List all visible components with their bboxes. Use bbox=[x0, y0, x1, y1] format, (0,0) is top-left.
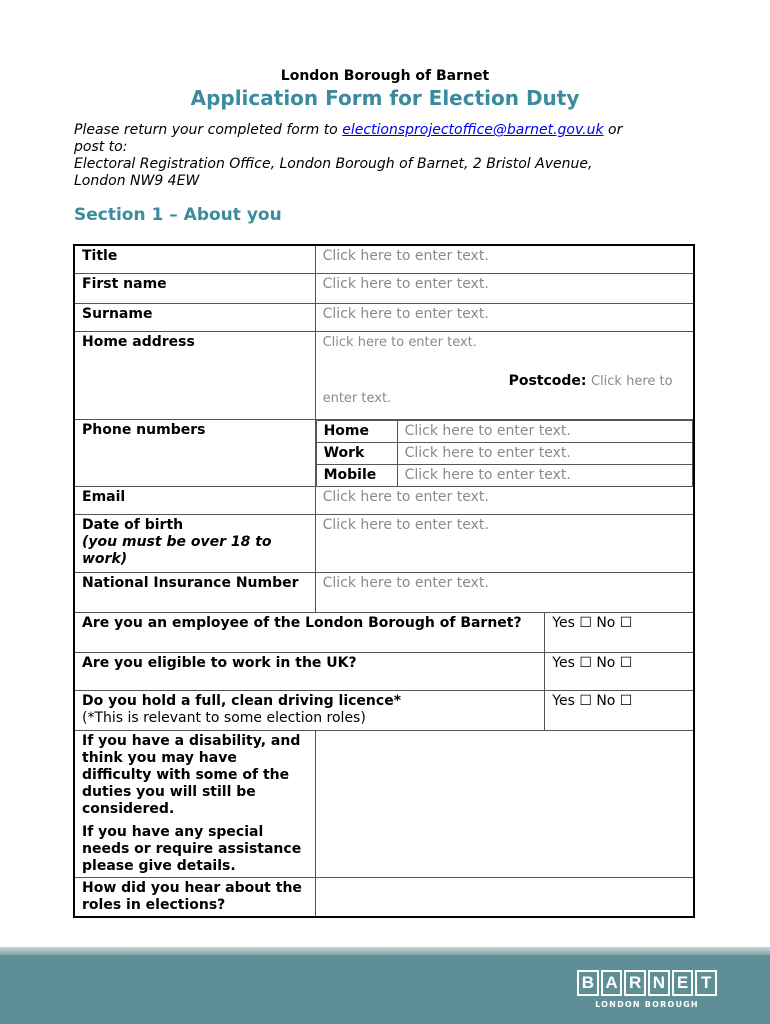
first-name-field[interactable]: Click here to enter text. bbox=[315, 273, 694, 303]
ni-label: National Insurance Number bbox=[74, 572, 315, 612]
dob-cell bbox=[74, 514, 315, 572]
home-address-field[interactable] bbox=[315, 331, 694, 419]
first-name-label: First name bbox=[74, 273, 315, 303]
intro-line-4: London NW9 4EW bbox=[74, 173, 200, 189]
hear-about-question: How did you hear about the roles in elections? bbox=[74, 877, 315, 917]
phone-work-label: Work bbox=[316, 442, 397, 464]
surname-field[interactable]: Click here to enter text. bbox=[315, 303, 694, 331]
logo-letter: A bbox=[601, 970, 623, 996]
about-you-form bbox=[73, 244, 695, 918]
employee-yes-no[interactable]: Yes ☐ No ☐ bbox=[545, 612, 694, 652]
phone-numbers-label: Phone numbers bbox=[74, 419, 315, 486]
organisation-name: London Borough of Barnet bbox=[280, 68, 490, 84]
intro-text bbox=[74, 122, 704, 190]
licence-question-cell bbox=[74, 690, 545, 730]
email-link[interactable]: electionsprojectoffice@barnet.gov.uk bbox=[342, 122, 604, 138]
ni-field[interactable]: Click here to enter text. bbox=[315, 572, 694, 612]
logo-subtitle: LONDON BOROUGH bbox=[595, 1000, 699, 1009]
special-needs-text: If you have any special needs or require assistance please give details. bbox=[82, 823, 302, 874]
employee-question: Are you an employee of the London Borough of Barnet? bbox=[74, 612, 545, 652]
phone-home-field[interactable]: Click here to enter text. bbox=[397, 420, 692, 442]
title-label: Title bbox=[74, 245, 315, 273]
logo-letter: N bbox=[648, 970, 670, 996]
intro-line-1: Please return your completed form to bbox=[74, 122, 343, 138]
disability-cell bbox=[74, 730, 315, 877]
email-label: Email bbox=[74, 486, 315, 514]
logo-letters bbox=[577, 970, 717, 996]
phone-work-field[interactable]: Click here to enter text. bbox=[397, 442, 692, 464]
postcode-placeholder-cont: enter text. bbox=[322, 390, 392, 406]
dob-note: (you must be over 18 to work) bbox=[82, 533, 272, 567]
postcode-placeholder[interactable]: Click here to bbox=[590, 373, 673, 389]
licence-yes-no[interactable]: Yes ☐ No ☐ bbox=[545, 690, 694, 730]
barnet-logo bbox=[577, 970, 717, 1009]
section-heading: Section 1 – About you bbox=[74, 205, 282, 225]
hear-about-field[interactable] bbox=[315, 877, 694, 917]
eligible-question: Are you eligible to work in the UK? bbox=[74, 652, 545, 690]
email-field[interactable]: Click here to enter text. bbox=[315, 486, 694, 514]
phone-numbers-group bbox=[315, 419, 694, 486]
logo-letter: E bbox=[672, 970, 694, 996]
intro-line-1-end: or bbox=[603, 122, 623, 138]
title-field[interactable]: Click here to enter text. bbox=[315, 245, 694, 273]
page-title: Application Form for Election Duty bbox=[190, 86, 580, 110]
logo-letter: R bbox=[624, 970, 646, 996]
phone-home-label: Home bbox=[316, 420, 397, 442]
home-address-placeholder: Click here to enter text. bbox=[322, 334, 477, 350]
dob-field[interactable]: Click here to enter text. bbox=[315, 514, 694, 572]
disability-text: If you have a disability, and think you may have difficulty with some of the duties you will still be considered. bbox=[82, 732, 301, 817]
dob-label: Date of birth bbox=[82, 516, 184, 533]
home-address-label: Home address bbox=[74, 331, 315, 419]
phone-mobile-field[interactable]: Click here to enter text. bbox=[397, 464, 692, 486]
footer-strip bbox=[0, 947, 770, 955]
surname-label: Surname bbox=[74, 303, 315, 331]
special-needs-field[interactable] bbox=[315, 730, 694, 877]
logo-letter: B bbox=[577, 970, 599, 996]
intro-line-2: post to: bbox=[74, 139, 128, 155]
intro-line-3: Electoral Registration Office, London Borough of Barnet, 2 Bristol Avenue, bbox=[74, 156, 593, 172]
postcode-label: Postcode: bbox=[508, 372, 587, 389]
licence-note: (*This is relevant to some election roles) bbox=[82, 709, 366, 726]
phone-mobile-label: Mobile bbox=[316, 464, 397, 486]
licence-question: Do you hold a full, clean driving licence* bbox=[82, 692, 402, 709]
logo-letter: T bbox=[695, 970, 717, 996]
eligible-yes-no[interactable]: Yes ☐ No ☐ bbox=[545, 652, 694, 690]
